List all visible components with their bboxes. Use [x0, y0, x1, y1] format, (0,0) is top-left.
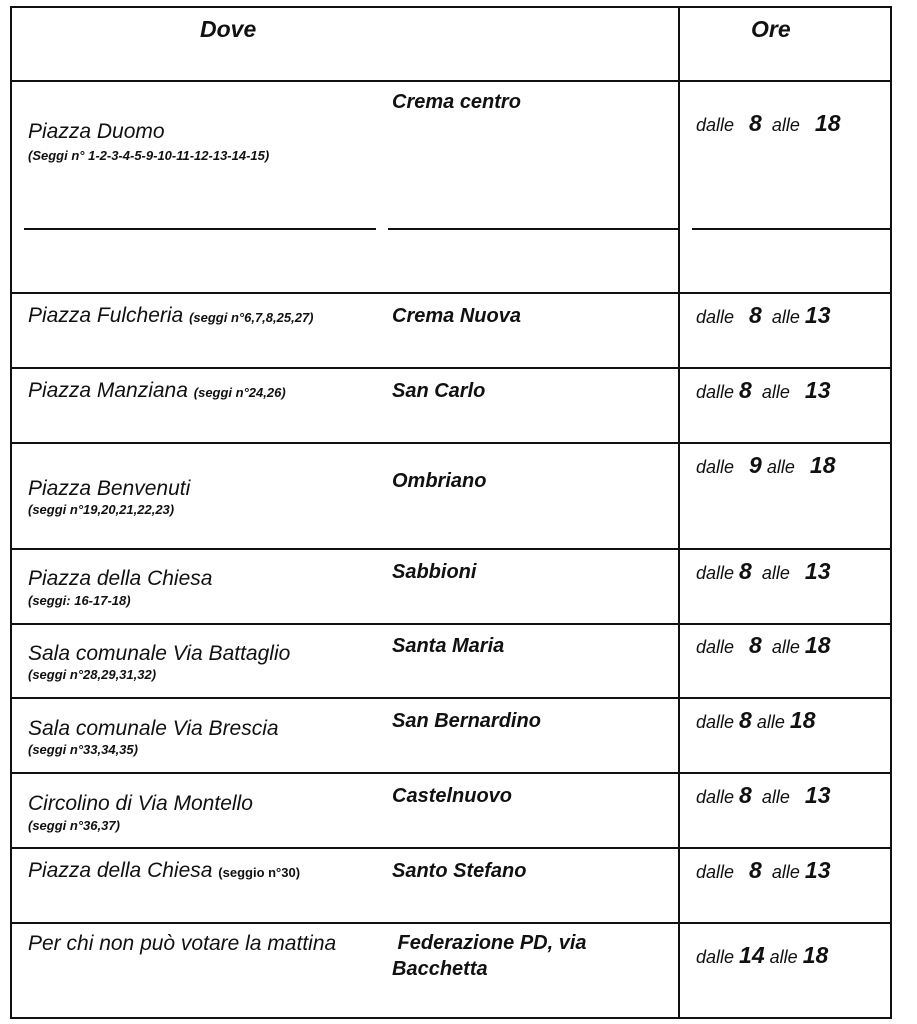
zone-name: Castelnuovo: [392, 785, 513, 807]
opening-hours: dalle 14 alle 18: [696, 942, 829, 968]
row-divider: [10, 847, 892, 849]
opening-hours: dalle 8 alle 13: [696, 782, 831, 808]
place-name: Piazza Fulcheria (seggi n°6,7,8,25,27): [28, 304, 314, 327]
opening-hours: dalle 8 alle 18: [696, 632, 831, 658]
place-name: Piazza della Chiesa: [28, 567, 213, 590]
place-name: Piazza Manziana (seggi n°24,26): [28, 379, 286, 402]
row-divider: [10, 922, 892, 924]
place-name: Circolino di Via Montello: [28, 792, 253, 815]
row-divider: [10, 623, 892, 625]
row-divider: [10, 442, 892, 444]
header-hours: Ore: [751, 16, 791, 42]
row-divider: [10, 548, 892, 550]
seat-list: (seggi: 16-17-18): [28, 593, 131, 608]
opening-hours: dalle 9 alle 18: [696, 452, 836, 478]
opening-hours: dalle 8 alle 18: [696, 110, 841, 136]
zone-name: Santo Stefano: [392, 860, 527, 882]
column-divider: [678, 6, 680, 1019]
seat-list: (seggio n°30): [218, 865, 301, 880]
opening-hours: dalle 8 alle 13: [696, 302, 831, 328]
seat-list: (Seggi n° 1-2-3-4-5-9-10-11-12-13-14-15): [28, 148, 270, 163]
zone-name: San Bernardino: [392, 710, 541, 732]
zone-name: Crema Nuova: [392, 305, 521, 327]
seat-list: (seggi n°28,29,31,32): [28, 667, 157, 682]
underline: [24, 228, 376, 230]
place-name: Piazza Duomo: [28, 120, 165, 143]
row-divider: [10, 772, 892, 774]
opening-hours: dalle 8 alle 13: [696, 857, 831, 883]
zone-name: Sabbioni: [392, 561, 477, 583]
place-name: Sala comunale Via Battaglio: [28, 642, 291, 665]
opening-hours: dalle 8 alle 13: [696, 377, 831, 403]
place-name: Piazza della Chiesa (seggio n°30): [28, 859, 301, 882]
place-name: Per chi non può votare la mattina: [28, 932, 337, 955]
header-where: Dove: [200, 16, 257, 42]
seat-list: (seggi n°24,26): [193, 385, 286, 400]
opening-hours: dalle 8 alle 13: [696, 558, 831, 584]
seat-list: (seggi n°36,37): [28, 818, 120, 833]
row-divider: [10, 80, 892, 82]
zone-name: Santa Maria: [392, 635, 505, 657]
seat-list: (seggi n°33,34,35): [28, 742, 138, 757]
underline: [388, 228, 678, 230]
seat-list: (seggi n°19,20,21,22,23): [28, 502, 175, 517]
zone-name: Federazione PD, via Bacchetta: [392, 932, 587, 980]
row-divider: [10, 367, 892, 369]
opening-hours: dalle 8 alle 18: [696, 707, 816, 733]
place-name: Sala comunale Via Brescia: [28, 717, 279, 740]
underline: [692, 228, 892, 230]
zone-name: San Carlo: [392, 380, 486, 402]
row-divider: [10, 292, 892, 294]
zone-name: Crema centro: [392, 91, 521, 113]
seat-list: (seggi n°6,7,8,25,27): [189, 310, 314, 325]
place-name: Piazza Benvenuti: [28, 477, 191, 500]
row-divider: [10, 697, 892, 699]
zone-name: Ombriano: [392, 470, 487, 492]
